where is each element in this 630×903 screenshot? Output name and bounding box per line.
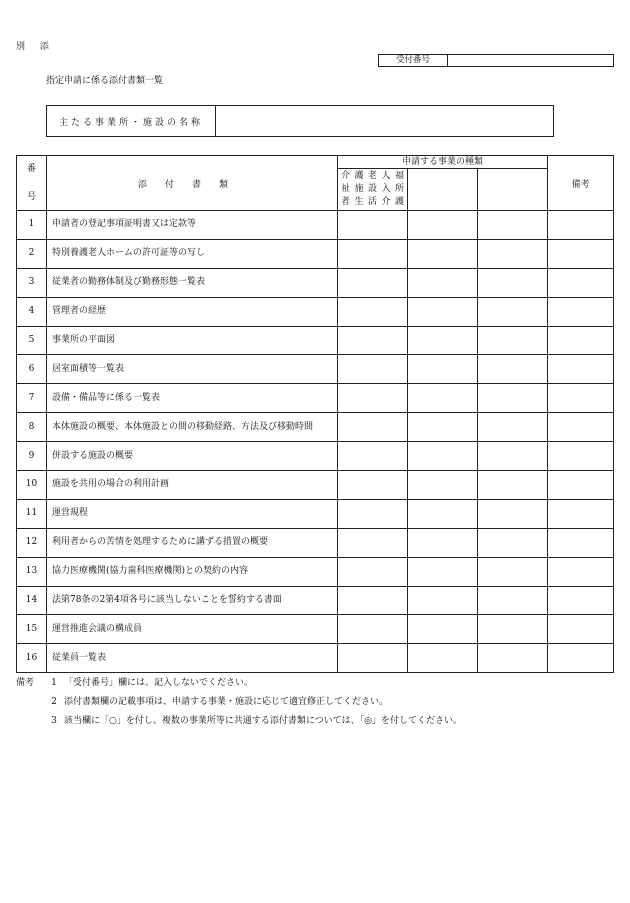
row-document — [47, 211, 338, 240]
row-document-text: 設備・備品等に係る一覧表 — [52, 392, 161, 403]
row-document-text: 本体施設の概要、本体施設との間の移動経路、方法及び移動時間 — [52, 421, 314, 432]
row-check-nursing-welfare[interactable] — [338, 557, 408, 586]
row-number-text: 2 — [28, 248, 35, 259]
header-business-kind: 申請する事業の種類 — [338, 156, 548, 169]
row-number — [17, 586, 47, 615]
row-number — [17, 644, 47, 673]
row-number — [17, 268, 47, 297]
row-number-text: 13 — [25, 566, 38, 577]
facility-name-field[interactable] — [216, 106, 553, 136]
row-check-nursing-welfare[interactable] — [338, 326, 408, 355]
row-check-blank-1[interactable] — [408, 586, 478, 615]
row-check-blank-2[interactable] — [478, 615, 548, 644]
row-document — [47, 384, 338, 413]
row-check-nursing-welfare[interactable] — [338, 471, 408, 500]
row-check-nursing-welfare[interactable] — [338, 211, 408, 240]
row-remarks[interactable] — [548, 644, 614, 673]
table-row — [17, 644, 614, 673]
row-document-text: 特別養護老人ホームの許可証等の写し — [52, 248, 206, 259]
table-row — [17, 355, 614, 384]
row-check-blank-1[interactable] — [408, 557, 478, 586]
table-row — [17, 326, 614, 355]
row-number-text: 8 — [28, 421, 35, 432]
row-check-nursing-welfare[interactable] — [338, 615, 408, 644]
receipt-number-field[interactable] — [448, 55, 613, 66]
row-check-blank-2[interactable] — [478, 499, 548, 528]
row-check-blank-1[interactable] — [408, 499, 478, 528]
row-remarks[interactable] — [548, 211, 614, 240]
header-number-top: 番 — [26, 164, 36, 174]
table-row — [17, 615, 614, 644]
note-2: 2 添付書類欄の記載事項は、申請する事業・施設に応じて適宜修正してください。 — [51, 697, 389, 707]
row-check-blank-1[interactable] — [408, 297, 478, 326]
row-check-blank-1[interactable] — [408, 471, 478, 500]
row-remarks[interactable] — [548, 355, 614, 384]
row-number-text: 9 — [28, 450, 35, 461]
table-row — [17, 471, 614, 500]
row-document-text: 施設を共用の場合の利用計画 — [52, 479, 170, 490]
row-document-text: 居室面積等一覧表 — [52, 363, 125, 374]
row-document — [47, 528, 338, 557]
row-document — [47, 471, 338, 500]
row-number — [17, 528, 47, 557]
row-document-text: 従業者の勤務体制及び勤務形態一覧表 — [52, 277, 206, 288]
row-document-text: 運営規程 — [52, 508, 89, 519]
row-number — [17, 384, 47, 413]
row-check-blank-1[interactable] — [408, 615, 478, 644]
row-check-nursing-welfare[interactable] — [338, 297, 408, 326]
row-check-nursing-welfare[interactable] — [338, 239, 408, 268]
row-document-text: 事業所の平面図 — [52, 335, 116, 345]
row-document-text: 利用者からの苦情を処理するために講ずる措置の概要 — [52, 537, 269, 548]
row-check-blank-2[interactable] — [478, 211, 548, 240]
row-number-text: 15 — [25, 623, 38, 634]
row-number-text: 10 — [25, 479, 38, 490]
row-number — [17, 615, 47, 644]
table-row — [17, 442, 614, 471]
table-row — [17, 499, 614, 528]
row-document — [47, 615, 338, 644]
row-check-nursing-welfare[interactable] — [338, 499, 408, 528]
table-row — [17, 268, 614, 297]
row-check-blank-1[interactable] — [408, 644, 478, 673]
row-remarks[interactable] — [548, 326, 614, 355]
row-number-text: 1 — [28, 219, 35, 230]
document-title: 指定申請に係る添付書類一覧 — [46, 76, 164, 86]
row-number-text: 4 — [28, 306, 35, 317]
row-check-nursing-welfare[interactable] — [338, 644, 408, 673]
receipt-number-box — [378, 54, 614, 67]
row-check-blank-1[interactable] — [408, 211, 478, 240]
row-document — [47, 239, 338, 268]
row-document-text: 従業員一覧表 — [52, 652, 107, 663]
row-check-nursing-welfare[interactable] — [338, 413, 408, 442]
row-check-blank-1[interactable] — [408, 239, 478, 268]
row-document — [47, 557, 338, 586]
row-document — [47, 268, 338, 297]
row-number-text: 14 — [25, 595, 38, 606]
row-document — [47, 355, 338, 384]
row-check-blank-2[interactable] — [478, 644, 548, 673]
remarks-notes — [16, 677, 616, 734]
table-row — [17, 297, 614, 326]
row-check-blank-2[interactable] — [478, 326, 548, 355]
facility-name-box — [46, 105, 554, 137]
row-remarks[interactable] — [548, 586, 614, 615]
row-remarks[interactable] — [548, 239, 614, 268]
row-check-blank-1[interactable] — [408, 355, 478, 384]
note-1: 備考 1 「受付番号」欄には、記入しないでください。 — [16, 677, 616, 696]
row-document-text: 併設する施設の概要 — [52, 450, 134, 461]
row-remarks[interactable] — [548, 528, 614, 557]
row-remarks[interactable] — [548, 471, 614, 500]
row-check-nursing-welfare[interactable] — [338, 586, 408, 615]
row-number-text: 6 — [28, 363, 35, 374]
row-check-blank-2[interactable] — [478, 355, 548, 384]
row-number — [17, 413, 47, 442]
table-row — [17, 413, 614, 442]
row-document — [47, 499, 338, 528]
row-remarks[interactable] — [548, 615, 614, 644]
table-row — [17, 211, 614, 240]
row-check-blank-2[interactable] — [478, 268, 548, 297]
row-check-nursing-welfare[interactable] — [338, 442, 408, 471]
table-row — [17, 384, 614, 413]
receipt-number-label: 受付番号 — [379, 55, 448, 66]
row-check-nursing-welfare[interactable] — [338, 268, 408, 297]
row-document-text: 管理者の経歴 — [52, 306, 107, 317]
row-check-blank-2[interactable] — [478, 442, 548, 471]
row-number-text: 12 — [25, 537, 38, 548]
row-check-blank-2[interactable] — [478, 239, 548, 268]
row-check-blank-2[interactable] — [478, 557, 548, 586]
header-number — [17, 156, 47, 211]
row-remarks[interactable] — [548, 384, 614, 413]
row-check-nursing-welfare[interactable] — [338, 355, 408, 384]
row-check-blank-2[interactable] — [478, 471, 548, 500]
facility-name-label: 主たる事業所・施設の名称 — [47, 106, 216, 136]
note-3: 3 該当欄に「○」を付し、複数の事業所等に共通する添付書類については、「◎」を付してください。 — [51, 716, 463, 726]
row-remarks[interactable] — [548, 442, 614, 471]
header-kind-nursing-welfare: 介護老人福 祉施設入所 者生活介護 — [338, 169, 408, 211]
row-number — [17, 471, 47, 500]
row-check-blank-1[interactable] — [408, 528, 478, 557]
row-remarks[interactable] — [548, 413, 614, 442]
table-row — [17, 239, 614, 268]
row-document-text: 申請者の登記事項証明書又は定款等 — [52, 219, 197, 230]
row-check-nursing-welfare[interactable] — [338, 384, 408, 413]
row-number — [17, 442, 47, 471]
row-number — [17, 355, 47, 384]
row-check-blank-1[interactable] — [408, 442, 478, 471]
row-document — [47, 413, 338, 442]
row-document — [47, 442, 338, 471]
row-document — [47, 586, 338, 615]
row-check-blank-2[interactable] — [478, 528, 548, 557]
row-check-blank-1[interactable] — [408, 413, 478, 442]
row-document-text: 法第78条の2第4項各号に該当しないことを誓約する書面 — [52, 595, 282, 606]
header-remarks: 備考 — [548, 156, 614, 211]
row-number — [17, 239, 47, 268]
header-kind-blank-2 — [478, 169, 548, 211]
row-check-blank-2[interactable] — [478, 384, 548, 413]
row-number — [17, 211, 47, 240]
notes-label: 備考 — [16, 678, 35, 688]
attachment-table — [16, 155, 614, 673]
row-number-text: 16 — [25, 652, 38, 663]
row-document-text: 運営推進会議の構成員 — [52, 623, 143, 634]
header-number-bottom: 号 — [26, 192, 36, 202]
row-number — [17, 499, 47, 528]
row-check-blank-1[interactable] — [408, 384, 478, 413]
row-remarks[interactable] — [548, 297, 614, 326]
row-number-text: 5 — [28, 335, 35, 345]
row-remarks[interactable] — [548, 268, 614, 297]
row-number — [17, 297, 47, 326]
row-check-blank-2[interactable] — [478, 586, 548, 615]
row-document — [47, 326, 338, 355]
appendix-label: 別 添 — [16, 42, 55, 52]
row-check-blank-2[interactable] — [478, 413, 548, 442]
row-document-text: 協力医療機関(協力歯科医療機関)との契約の内容 — [52, 566, 249, 577]
table-row — [17, 586, 614, 615]
row-check-nursing-welfare[interactable] — [338, 528, 408, 557]
row-number-text: 11 — [25, 508, 38, 519]
header-kind-blank-1 — [408, 169, 478, 211]
row-check-blank-1[interactable] — [408, 268, 478, 297]
row-number-text: 3 — [28, 277, 35, 288]
row-document — [47, 297, 338, 326]
header-documents: 添付書類 — [47, 156, 338, 211]
row-check-blank-2[interactable] — [478, 297, 548, 326]
row-remarks[interactable] — [548, 499, 614, 528]
table-row — [17, 557, 614, 586]
row-check-blank-1[interactable] — [408, 326, 478, 355]
row-number — [17, 326, 47, 355]
table-row — [17, 528, 614, 557]
row-number — [17, 557, 47, 586]
row-remarks[interactable] — [548, 557, 614, 586]
row-number-text: 7 — [28, 392, 35, 403]
row-document — [47, 644, 338, 673]
